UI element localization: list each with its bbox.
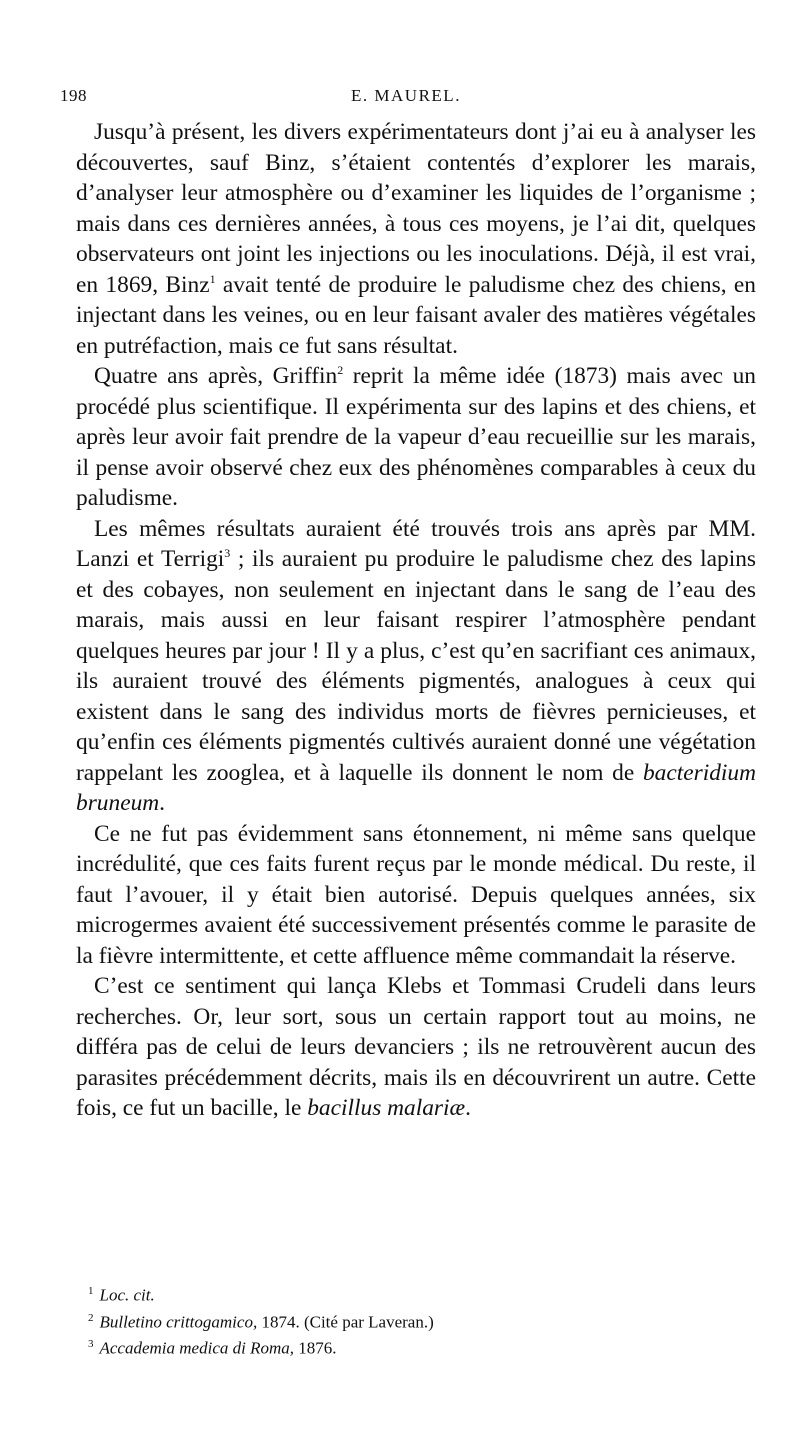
paragraph-3-text-a: Les mêmes résultats auraient été trouvés trois ans après par MM. Lanzi et Terrigi [76, 515, 756, 572]
paragraph-5-text-c: . [465, 1095, 471, 1121]
paragraph-3-italic-term: bacteridium bruneum [76, 759, 756, 816]
paragraph-5-italic-term: bacillus malariæ [307, 1095, 466, 1121]
footnote-2-mark: 2 [88, 1311, 94, 1324]
paragraph-2-text-a: Quatre ans après, Griffin [94, 363, 338, 389]
footnote-2-rest: 1874. (Cité par Laveran.) [257, 1312, 434, 1332]
footnote-ref-2: 2 [337, 363, 344, 378]
footnote-3 [78, 1333, 758, 1360]
footnote-2 [78, 1307, 758, 1334]
footnote-2-source: Bulletino crittogamico, [99, 1312, 258, 1332]
paragraph-5 [76, 971, 756, 1124]
footnote-3-source: Accademia medica di Roma, [99, 1338, 294, 1358]
footnote-ref-1: 1 [209, 271, 216, 286]
running-title: E. MAUREL. [351, 86, 461, 105]
footnote-1 [78, 1280, 758, 1307]
paragraph-1-text-b: avait tenté de produire le paludisme chez des chiens, en injectant dans les veines, ou en leur faisant avaler des matières végétales en putréfaction, mais ce fut sans résultat. [76, 271, 756, 359]
footnote-1-mark: 1 [88, 1285, 94, 1297]
running-head [60, 86, 752, 110]
paragraph-2-text-b: reprit la même idée (1873) mais avec un procédé plus scientifique. Il expérimenta sur des lapins et des chiens, et après leur avoir fait prendre de la vapeur d’eau recueillie sur les marais, il pense avoir observé chez eux des phénomènes comparables à ceux du paludisme. [76, 363, 756, 511]
footnote-3-mark: 3 [88, 1338, 94, 1351]
paragraph-2 [76, 361, 756, 514]
body-text [76, 117, 756, 1124]
paragraph-3 [76, 514, 756, 819]
paragraph-1-text-a: Jusqu’à présent, les divers expérimentateurs dont j’ai eu à analyser les découvertes, sauf Binz, s’étaient contentés d’explorer les marais, d’analyser leur atmosphère ou d’examiner les liquides de l’organisme ; mais dans ces dernières années, à tous ces moyens, je l’ai dit, quelques observateurs ont joint les injections ou les inoculations. Déjà, il est vrai, en 1869, Binz [76, 119, 756, 298]
page-number: 198 [60, 86, 87, 105]
footnote-3-rest: 1876. [294, 1338, 337, 1358]
paragraph-4: Ce ne fut pas évidemment sans étonnement, ni même sans quelque incrédulité, que ces faits furent reçus par le monde médical. Du reste, il faut l’avouer, il y était bien autorisé. Depuis quelques années, six microgermes avaient été successivement présentés comme le parasite de la fièvre intermittente, et cette affluence même commandait la réserve. [76, 820, 756, 969]
footnote-1-source: Loc. cit. [99, 1285, 155, 1305]
paragraph-3-text-b: ; ils auraient pu produire le paludisme chez des lapins et des cobayes, non seulement en injectant dans le sang de l’eau des marais, mais aussi en leur faisant respirer l’atmosphère pendant quelques heures par jour ! Il y a plus, c’est qu’en sacrifiant ces animaux, ils auraient trouvé des éléments pigmentés, analogues à ceux qui existent dans le sang des individus morts de fièvres pernicieuses, et qu’enfin ces éléments pigmentés cultivés auraient donné une végétation rappelant les zooglea, et à laquelle ils donnent le nom de [76, 546, 756, 786]
paragraph-3-text-c: . [159, 790, 166, 816]
paragraph-5-text-a: C’est ce sentiment qui lança Klebs et Tommasi Crudeli dans leurs recherches. Or, leur sort, sous un certain rapport tout au moins, ne différa pas de celui de leurs devanciers ; ils ne retrouvèrent aucun des parasites précédemment décrits, mais ils en découvrirent un autre. Cette fois, ce fut un bacille, le [76, 973, 756, 1121]
footnotes [78, 1280, 758, 1360]
footnote-ref-3: 3 [224, 546, 231, 561]
paragraph-1 [76, 117, 756, 361]
